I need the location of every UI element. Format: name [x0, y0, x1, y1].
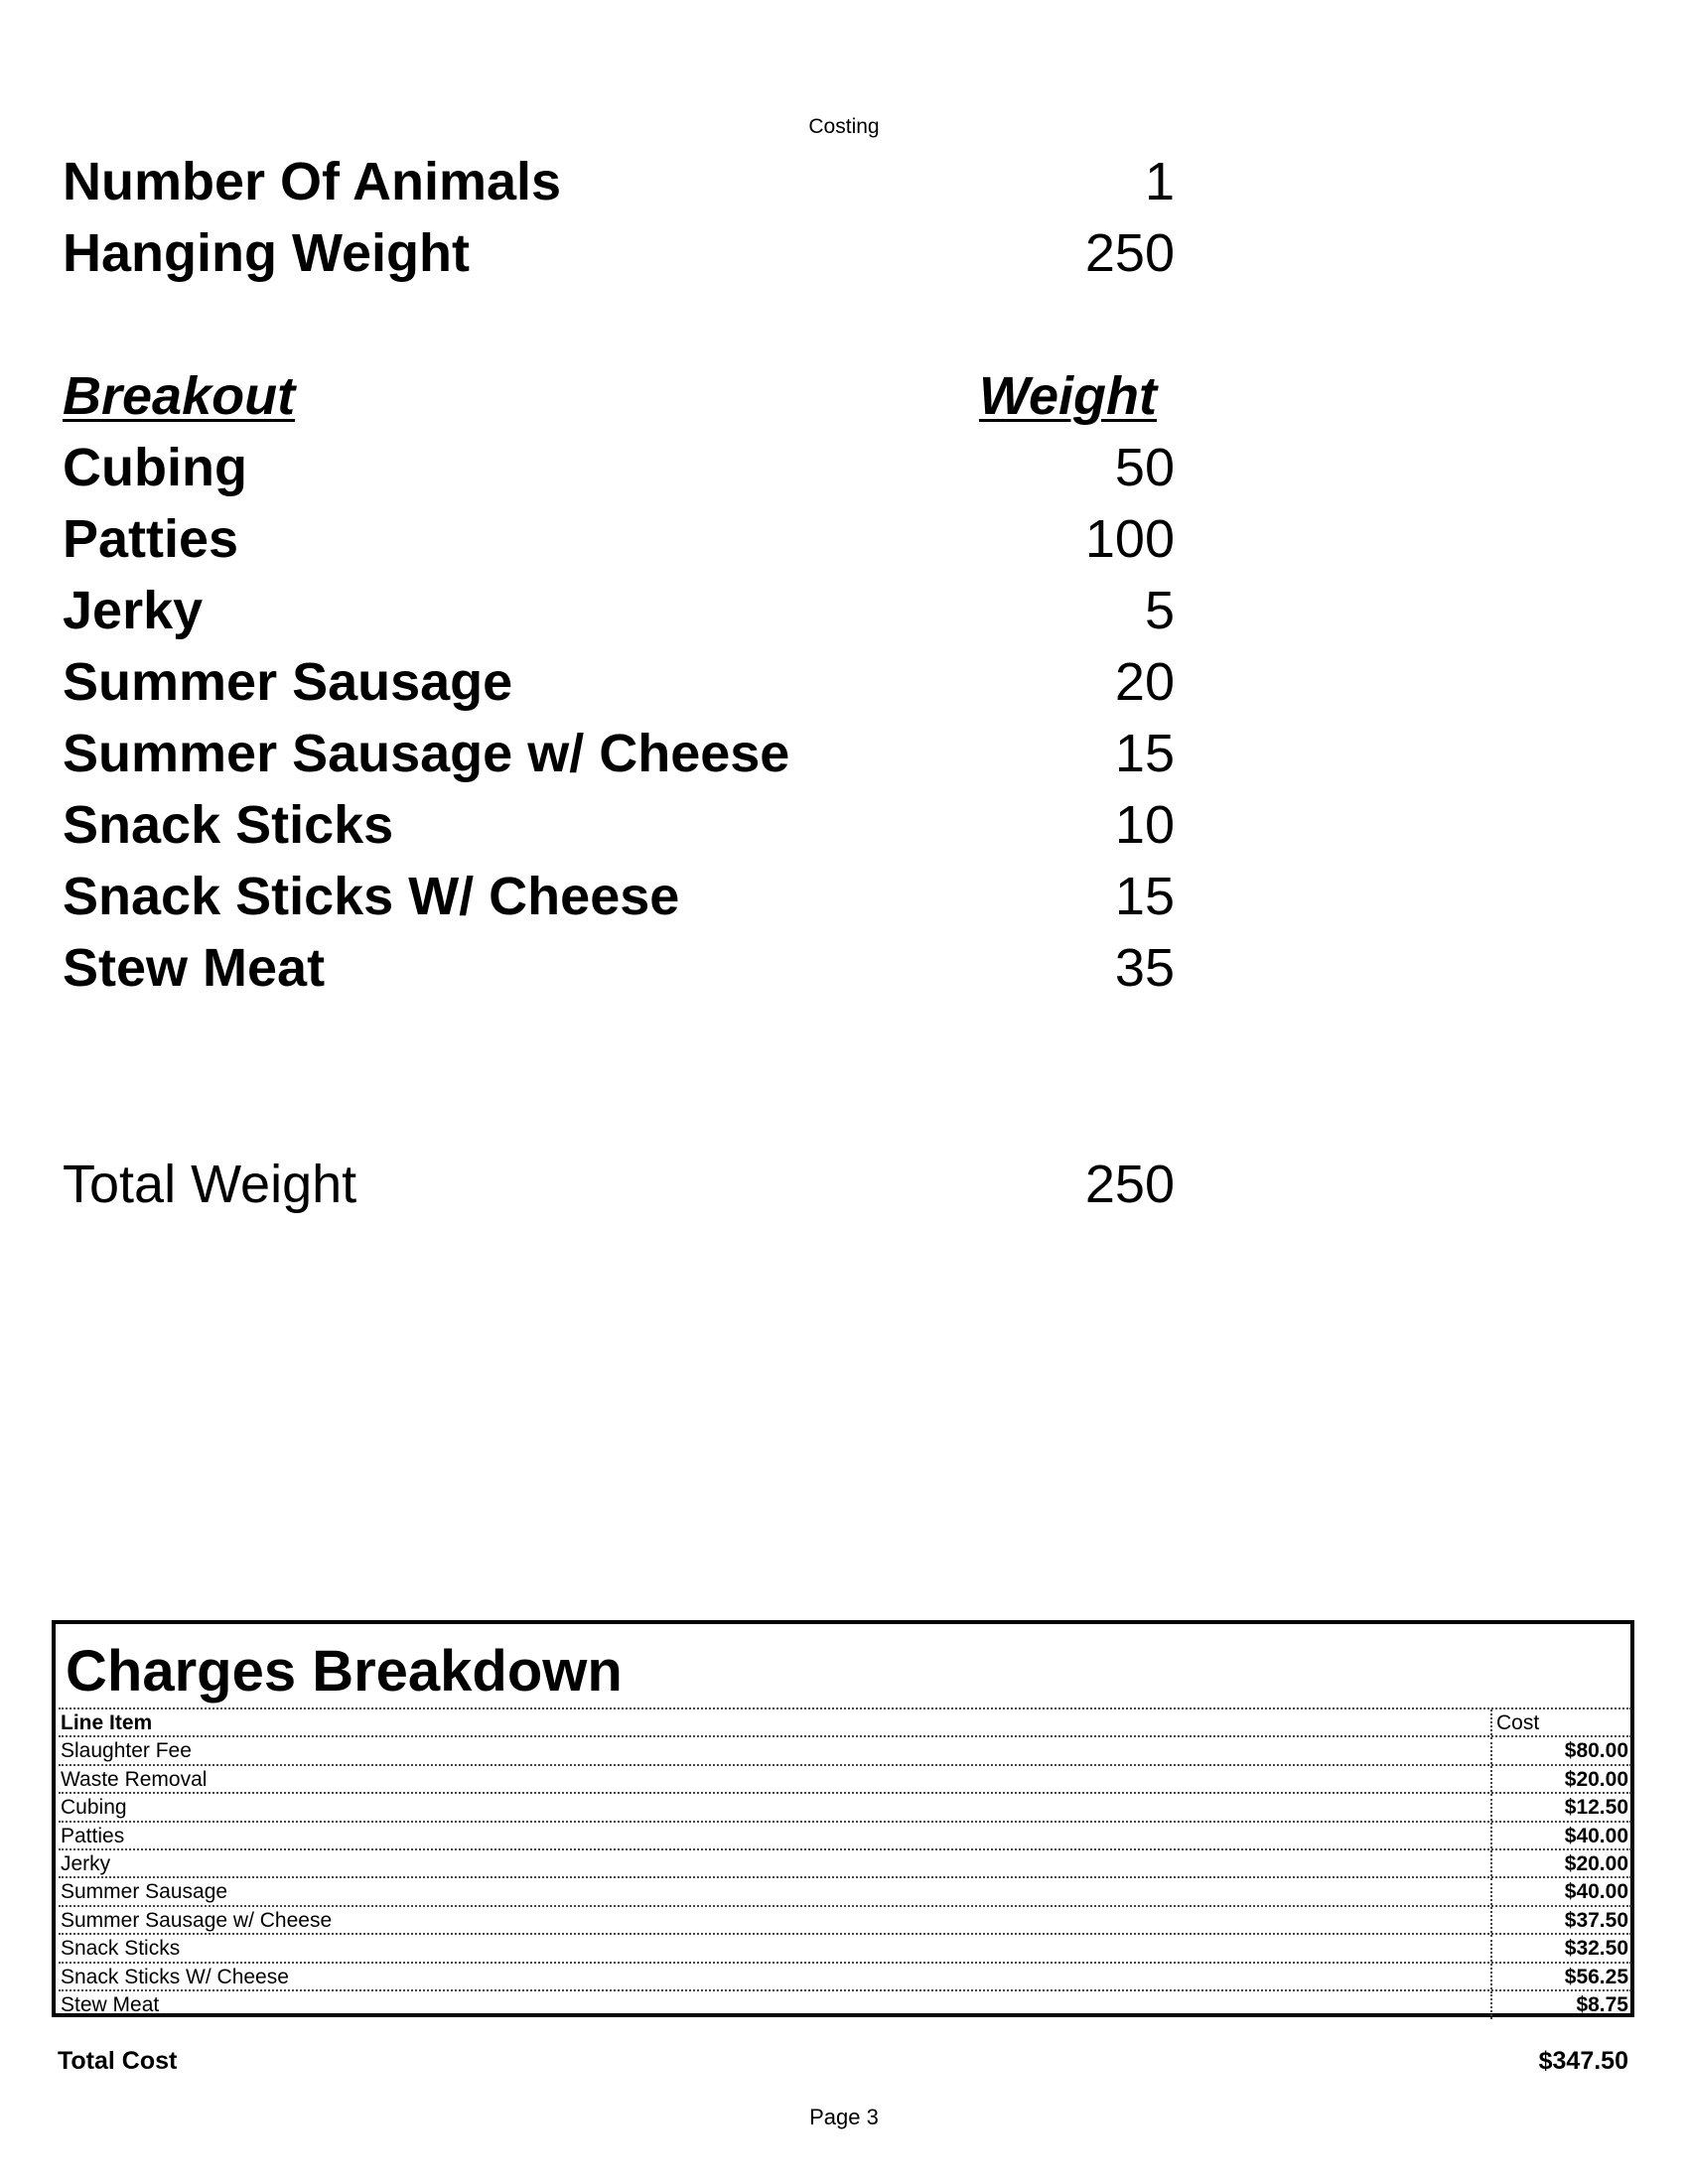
- table-row: [59, 1823, 1631, 1850]
- line-item-cell: Snack Sticks: [61, 1937, 181, 1961]
- page-header-title: Costing: [808, 115, 880, 138]
- breakout-item-label: Snack Sticks: [63, 795, 394, 855]
- line-item-cell: Summer Sausage: [61, 1880, 228, 1904]
- breakout-row: [63, 866, 1175, 937]
- table-row: [59, 1794, 1631, 1822]
- cost-cell: $20.00: [1490, 1766, 1631, 1792]
- total-weight-row: [63, 1154, 1175, 1225]
- breakout-item-label: Patties: [63, 509, 239, 569]
- breakout-item-label: Cubing: [63, 438, 247, 497]
- animals-row: [63, 151, 1175, 222]
- hanging-weight-label: Hanging Weight: [63, 223, 470, 283]
- table-row: [59, 1766, 1631, 1794]
- breakout-heading-row: [63, 365, 1175, 437]
- charges-table: [59, 1707, 1631, 2019]
- breakout-row: [63, 508, 1175, 580]
- line-item-cell: Cubing: [61, 1796, 127, 1820]
- breakout-item-weight: 10: [1114, 795, 1175, 855]
- breakout-item-weight: 20: [1114, 652, 1175, 712]
- cost-cell: $8.75: [1490, 1991, 1631, 2019]
- animals-value: 1: [1144, 152, 1175, 211]
- breakout-row: [63, 723, 1175, 794]
- total-cost-value: $347.50: [1538, 2047, 1628, 2075]
- breakout-item-weight: 35: [1114, 938, 1175, 998]
- line-item-cell: Jerky: [61, 1851, 111, 1875]
- cost-cell: $20.00: [1490, 1850, 1631, 1876]
- breakout-row: [63, 437, 1175, 508]
- weight-heading: Weight: [979, 366, 1157, 426]
- breakout-item-weight: 15: [1114, 867, 1175, 926]
- charges-header-row: [59, 1709, 1631, 1737]
- table-row: [59, 1991, 1631, 2019]
- breakout-row: [63, 580, 1175, 651]
- animals-label: Number Of Animals: [63, 152, 562, 211]
- breakout-item-label: Snack Sticks W/ Cheese: [63, 867, 680, 926]
- table-row: [59, 1907, 1631, 1935]
- line-item-cell: Stew Meat: [61, 1992, 160, 2016]
- breakout-item-weight: 5: [1144, 581, 1175, 640]
- page-number: Page 3: [809, 2105, 879, 2129]
- breakout-item-weight: 50: [1114, 438, 1175, 497]
- cost-cell: $40.00: [1490, 1823, 1631, 1848]
- table-row: [59, 1878, 1631, 1906]
- breakout-item-label: Stew Meat: [63, 938, 326, 998]
- line-item-cell: Patties: [61, 1824, 125, 1847]
- total-weight-label: Total Weight: [63, 1155, 357, 1214]
- table-row: [59, 1935, 1631, 1963]
- line-item-cell: Snack Sticks W/ Cheese: [61, 1965, 289, 1988]
- breakout-heading: Breakout: [63, 366, 296, 426]
- total-weight-value: 250: [1084, 1155, 1175, 1214]
- breakout-row: [63, 794, 1175, 866]
- breakout-item-weight: 15: [1114, 724, 1175, 783]
- breakout-row: [63, 651, 1175, 723]
- table-row: [59, 1964, 1631, 1991]
- cost-header: Cost: [1490, 1709, 1631, 1735]
- table-row: [59, 1737, 1631, 1765]
- line-item-cell: Summer Sausage w/ Cheese: [61, 1908, 333, 1932]
- hanging-weight-row: [63, 222, 1175, 294]
- cost-cell: $80.00: [1490, 1737, 1631, 1763]
- breakout-item-label: Summer Sausage: [63, 652, 513, 712]
- charges-breakdown-box: [52, 1620, 1634, 2017]
- breakout-item-label: Jerky: [63, 581, 204, 640]
- breakout-item-weight: 100: [1084, 509, 1175, 569]
- cost-cell: $56.25: [1490, 1964, 1631, 1989]
- line-item-cell: Slaughter Fee: [61, 1739, 192, 1763]
- breakout-row: [63, 937, 1175, 1009]
- charges-title: Charges Breakdown: [66, 1639, 623, 1704]
- total-cost-row: [58, 2047, 1628, 2081]
- cost-cell: $12.50: [1490, 1794, 1631, 1820]
- total-cost-label: Total Cost: [58, 2047, 178, 2075]
- cost-cell: $32.50: [1490, 1935, 1631, 1961]
- table-row: [59, 1850, 1631, 1878]
- cost-cell: $40.00: [1490, 1878, 1631, 1904]
- line-item-cell: Waste Removal: [61, 1767, 208, 1791]
- line-item-header: Line Item: [61, 1711, 153, 1734]
- cost-cell: $37.50: [1490, 1907, 1631, 1933]
- hanging-weight-value: 250: [1084, 223, 1175, 283]
- breakout-item-label: Summer Sausage w/ Cheese: [63, 724, 790, 783]
